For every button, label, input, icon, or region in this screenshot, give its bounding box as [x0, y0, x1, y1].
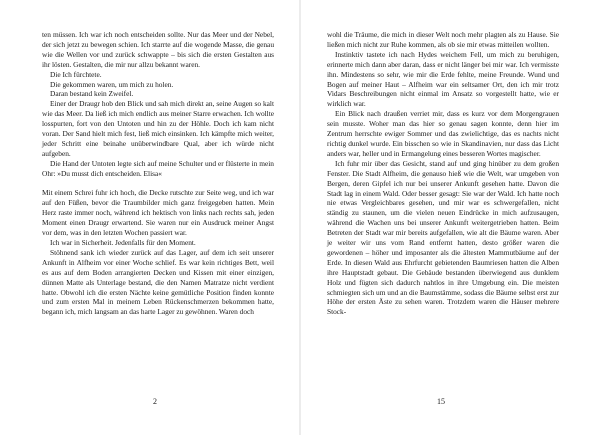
- paragraph: Die Hand der Untoten legte sich auf meine Schulter und er flüsterte in mein Ohr: »Du musst dich entscheiden. Elisa«: [42, 158, 274, 178]
- text-line: Die gekommen waren, um mich zu holen.: [50, 79, 174, 89]
- paragraph: Mit einem Schrei fuhr ich hoch, die Decke rutschte zur Seite weg, und ich war auf den Füßen, bevor die Traumbilder mich ganz freigegeben hatten. Mein Herz raste immer noch, während ich hektisch von links nach rechts sah, jeden Moment einen Draugr erwartend. Sie waren nur ein Ausdruck meiner Angst vor dem, was in den letzten Wochen passiert war.: [42, 188, 274, 238]
- left-page: [42, 30, 274, 317]
- page-number-right: 15: [437, 397, 445, 406]
- text-line: Daran bestand kein Zweifel.: [50, 89, 134, 99]
- text-line: Die Ich fürchtete.: [50, 69, 102, 79]
- paragraph: wohl die Träume, die mich in dieser Welt noch mehr plagten als zu Hause. Sie ließen mich nicht zur Ruhe kommen, als ob sie mir etwas mitteilen wollten.: [327, 30, 559, 49]
- paragraph: Stöhnend sank ich wieder zurück auf das Lager, auf dem ich seit unserer Ankunft in Alfheim vor einer Woche schlief. Es war kein richtiges Bett, weil es aus auf dem Boden arrangierten Decken und Kissen mit einer einzigen, dünnen Matte als Unterlage bestand, die den Namen Matratze nicht verdient hatte. Obwohl ich die ersten Nächte keine gemütliche Position finden konnte und zum ersten Mal in meinem Leben Rückenschmerzen bekommen hatte, begann ich, mich langsam an das harte Lager zu gewöhnen. Waren doch: [42, 247, 274, 317]
- page-number-left: 2: [153, 397, 157, 406]
- text-line: Ich war in Sicherheit. Jedenfalls für den Moment.: [50, 238, 196, 248]
- book-gutter: [299, 0, 301, 435]
- paragraph: Ich fuhr mir über das Gesicht, stand auf und ging hinüber zu dem großen Fenster. Die Stadt Alfheim, die genauso hieß wie die Welt, war umgeben von Bergen, deren Gipfel ich nur bei unserer Ankunft gesehen hatte. Davon die Stadt lag in einem Wald. Oder besser gesagt: Sie war der Wald. Ich hatte noch nie etwas Vergleichbares gesehen, und mir war es schwergefallen, nicht ständig zu staunen, um die vielen neuen Eindrücke in mich aufzusaugen, während die Wachen uns bei unserer Ankunft weitergetrieben hatten. Beim Betreten der Stadt war mir bereits aufgefallen, wie alt die Bäume waren. Aber je weiter wir uns vom Rand entfernt hatten, desto größer waren die gewordenen – höher und imposanter als die ältesten Mammutbäume auf der Erde. In diesen Wald aus Ehrfurcht gebietenden Baumriesen hatten die Alben ihre Hauptstadt gebaut. Die Gebäude bestanden überwiegend aus dunklem Holz und fügten sich dadurch nahtlos in ihre Umgebung ein. Die meisten schmiegten sich um und an die Baumstämme, sodass die Bäume selbst erst zur Höhe der ersten Äste zu sehen waren. Trotzdem waren die Häuser mehrere Stock-: [327, 158, 559, 317]
- paragraph: ten müssen. Ich war ich noch entscheiden sollte. Nur das Meer und der Nebel, der sich jetzt zu bewegen schien. Ich starrte auf die wogende Masse, die genau wie die Wellen vor und zurück schwappte – bis sich die ersten Gestalten aus ihr lösten. Gestalten, die mir nur allzu bekannt waren.: [42, 30, 274, 69]
- paragraph: Einer der Draugr hob den Blick und sah mich direkt an, seine Augen so kalt wie das Meer. Da ließ ich mich endlich aus meiner Starre erwachen. Ich wollte losspurten, fort von den Untoten und hin zu der Höhle. Doch ich kam nicht voran. Der Sand hielt mich fest, ließ mich einsinken. Ich kämpfte mich weiter, jeder Schritt eine beinahe unüberwindbare Qual, aber ich würde nicht aufgeben.: [42, 99, 274, 158]
- section-break: [42, 179, 274, 189]
- paragraph: Instinktiv tastete ich nach Hydes weichem Fell, um mich zu beruhigen, erinnerte mich dann aber daran, dass er nicht länger bei mir war. Ich vermisste ihn. Mindestens so sehr, wie mir die Erde fehlte, meine Freunde. Wund und Bogen auf meiner Haut – Alfheim war ein seltsamer Ort, den ich mir trotz Vidars Beschreibungen nicht einmal im Ansatz so vorgestellt hatte, wie er wirklich war.: [327, 49, 559, 109]
- paragraph: Ein Blick nach draußen verriet mir, dass es kurz vor dem Morgengrauen sein musste. Woher man das hier so genau sagen konnte, denn hier im Zentrum herrschte ewiger Sommer und das zwielichtige, das es nachts nicht richtig dunkel wurde. Ein bisschen so wie in Skandinavien, nur dass das Licht anders war, heller und in Ermangelung eines besseren Wortes magischer.: [327, 109, 559, 158]
- right-page: [327, 30, 559, 317]
